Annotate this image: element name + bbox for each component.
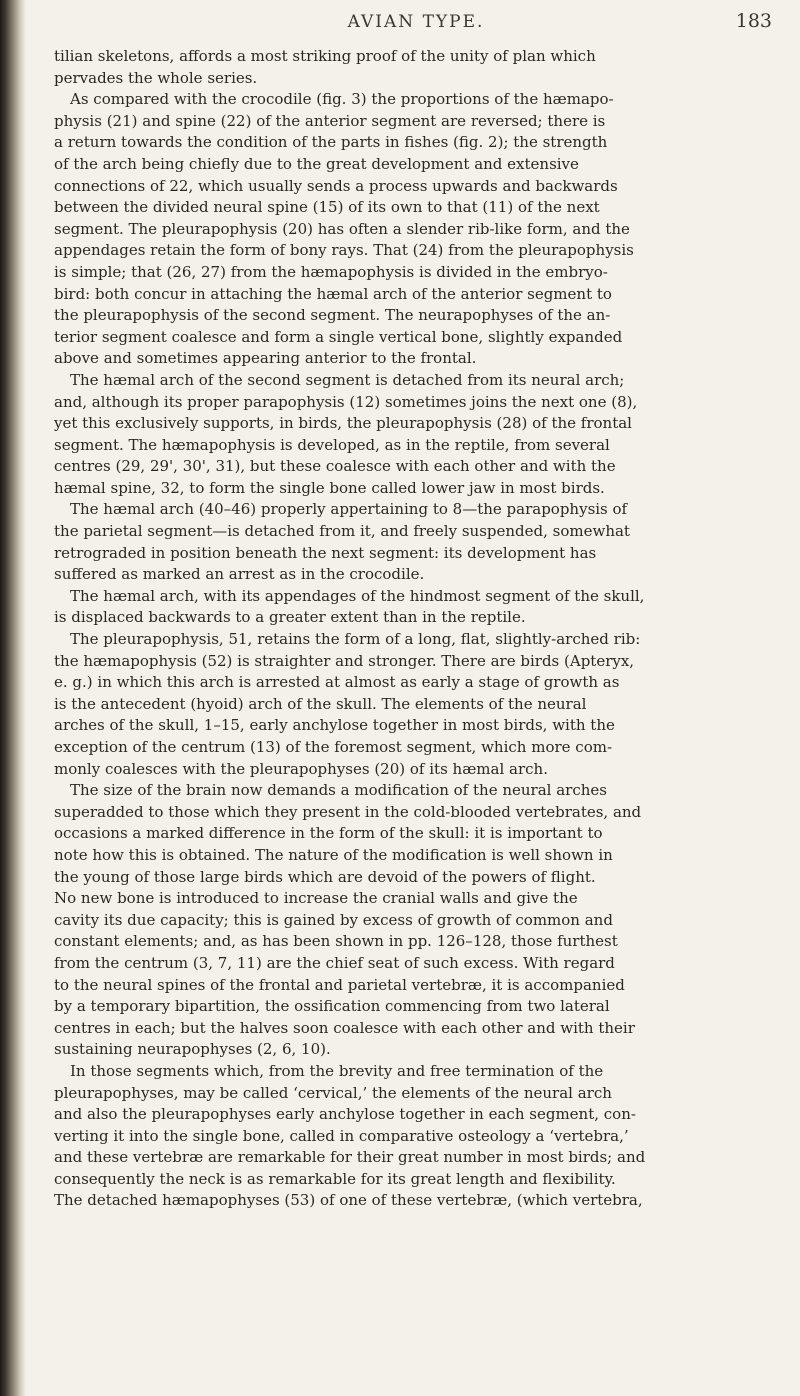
text-line: the hæmapophysis (52) is straighter and stronger. There are birds (Apteryx, <box>54 651 635 670</box>
text-line: exception of the centrum (13) of the foremost segment, which more com- <box>54 738 613 756</box>
text-line: cavity its due capacity; this is gained by excess of growth of common and <box>54 910 613 929</box>
text-line: yet this exclusively supports, in birds, the pleurapophysis (28) of the frontal <box>54 414 632 433</box>
text-line: The detached hæmapophyses (53) of one of these vertebræ, (which vertebra, <box>54 1191 643 1210</box>
text-line: and these vertebræ are remarkable for their great number in most birds; and <box>54 1148 646 1167</box>
text-line: retrograded in position beneath the next segment: its development has <box>54 543 597 562</box>
text-line: The hæmal arch, with its appendages of the hindmost segment of the skull, <box>70 586 645 605</box>
text-line: superadded to those which they present in the cold-blooded vertebrates, and <box>54 802 642 821</box>
text-line: sustaining neurapophyses (2, 6, 10). <box>54 1040 331 1059</box>
text-line: is displaced backwards to a greater extent than in the reptile. <box>54 608 526 627</box>
body-text <box>54 46 768 1212</box>
text-line: segment. The pleurapophysis (20) has often a slender rib-like form, and the <box>54 219 630 238</box>
text-line: a return towards the condition of the parts in fishes (fig. 2); the strength <box>54 133 608 152</box>
binding-gutter <box>0 0 26 1396</box>
text-line: of the arch being chiefly due to the great development and extensive <box>54 154 579 173</box>
text-line: from the centrum (3, 7, 11) are the chief seat of such excess. With regard <box>54 953 615 972</box>
text-line: the pleurapophysis of the second segment. The neurapophyses of the an- <box>54 306 611 325</box>
text-line: bird: both concur in attaching the hæmal arch of the anterior segment to <box>54 284 612 303</box>
text-line: and also the pleurapophyses early anchylose together in each segment, con- <box>54 1105 636 1124</box>
text-line: connections of 22, which usually sends a process upwards and backwards <box>54 176 618 195</box>
text-line: between the divided neural spine (15) of its own to that (11) of the next <box>54 198 600 217</box>
text-line: monly coalesces with the pleurapophyses (20) of its hæmal arch. <box>54 759 548 778</box>
text-line: hæmal spine, 32, to form the single bone called lower jaw in most birds. <box>54 478 605 497</box>
text-line: the young of those large birds which are devoid of the powers of flight. <box>54 867 596 886</box>
text-line: No new bone is introduced to increase the cranial walls and give the <box>54 889 578 908</box>
text-line: tilian skeletons, affords a most striking proof of the unity of plan which <box>54 47 596 65</box>
text-line: the parietal segment—is detached from it, and freely suspended, somewhat <box>54 522 630 541</box>
text-line: In those segments which, from the brevity and free termination of the <box>70 1061 604 1080</box>
text-line: centres (29, 29', 30', 31), but these coalesce with each other and with the <box>54 457 616 476</box>
text-line: centres in each; but the halves soon coalesce with each other and with their <box>54 1018 635 1037</box>
text-line: above and sometimes appearing anterior to the frontal. <box>54 349 477 368</box>
text-line: is simple; that (26, 27) from the hæmapophysis is divided in the embryo- <box>54 262 608 281</box>
text-line: physis (21) and spine (22) of the anterior segment are reversed; there is <box>54 111 606 130</box>
text-line: is the antecedent (hyoid) arch of the skull. The elements of the neural <box>54 694 587 713</box>
text-line: The pleurapophysis, 51, retains the form of a long, flat, slightly-arched rib: <box>70 630 641 649</box>
text-line: to the neural spines of the frontal and parietal vertebræ, it is accompanied <box>54 975 625 994</box>
text-line: verting it into the single bone, called in comparative osteology a ‘vertebra,’ <box>54 1126 629 1145</box>
text-line: The hæmal arch (40–46) properly appertaining to 8—the parapophysis of <box>70 500 628 519</box>
text-line: terior segment coalesce and form a single vertical bone, slightly expanded <box>54 327 623 346</box>
text-line: arches of the skull, 1–15, early anchylose together in most birds, with the <box>54 716 615 735</box>
text-line: constant elements; and, as has been shown in pp. 126–128, those furthest <box>54 932 618 951</box>
text-line: As compared with the crocodile (fig. 3) the proportions of the hæmapo- <box>70 90 614 109</box>
text-line: by a temporary bipartition, the ossification commencing from two lateral <box>54 997 610 1016</box>
text-line: consequently the neck is as remarkable for its great length and flexibility. <box>54 1169 616 1188</box>
text-line: pleurapophyses, may be called ‘cervical,’ the elements of the neural arch <box>54 1083 612 1102</box>
text-line: segment. The hæmapophysis is developed, as in the reptile, from several <box>54 435 610 454</box>
text-line: e. g.) in which this arch is arrested at almost as early a stage of growth as <box>54 673 620 692</box>
running-title: AVIAN TYPE. <box>347 12 485 32</box>
text-line: suffered as marked an arrest as in the crocodile. <box>54 565 425 584</box>
text-line: The hæmal arch of the second segment is detached from its neural arch; <box>70 370 625 389</box>
text-line: appendages retain the form of bony rays. That (24) from the pleurapophysis <box>54 241 634 260</box>
text-line: and, although its proper parapophysis (12) sometimes joins the next one (8), <box>54 392 638 411</box>
text-line: occasions a marked difference in the form of the skull: it is important to <box>54 824 603 843</box>
text-line: note how this is obtained. The nature of the modification is well shown in <box>54 845 613 864</box>
text-line: The size of the brain now demands a modification of the neural arches <box>70 781 607 800</box>
page-header <box>60 8 772 36</box>
text-line: pervades the whole series. <box>54 68 258 87</box>
page-number: 183 <box>735 10 772 32</box>
